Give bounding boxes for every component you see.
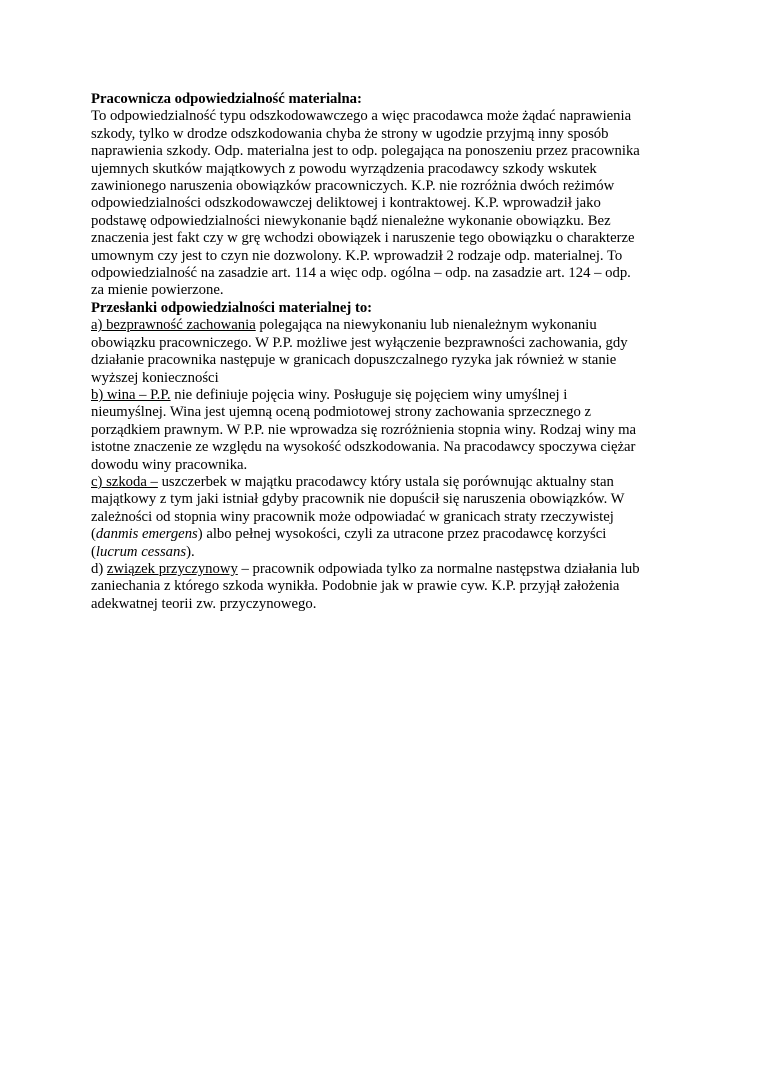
text-line: odpowiedzialności odszkodowawczej deliktowej i kontraktowej. K.P. wprowadził jako (91, 195, 601, 212)
text-span: – pracownik odpowiada tylko za normalne następstwa działania lub (237, 560, 640, 577)
text-line: działanie pracownika następuje w granicach dopuszczalnego ryzyka jak również w stanie (91, 352, 617, 369)
text-span: nie definiuje pojęcia winy. Posługuje się pojęciem winy umyślnej i (170, 386, 568, 403)
text-line: dowodu winy pracownika. (91, 456, 248, 473)
text-line: ujemnych skutków majątkowych z powodu wyrządzenia pracodawcy szkody wskutek (91, 160, 597, 177)
item-c-label: c) szkoda – (91, 473, 158, 490)
text-span: uszczerbek w majątku pracodawcy który ustala się porównując aktualny stan (157, 473, 614, 490)
text-line: umownym czy jest to czyn nie dozwolony. K.P. wprowadził 2 rodzaje odp. materialnej. To (91, 247, 623, 264)
document-page (91, 91, 691, 613)
text-line: odpowiedzialność na zasadzie art. 114 a więc odp. ogólna – odp. na zasadzie art. 124 – odp. (91, 265, 631, 282)
text-line: nieumyślnej. Wina jest ujemną oceną podmiotowej strony zachowania sprzecznego z (91, 404, 591, 421)
latin-term: lucrum cessans (95, 543, 187, 560)
item-b (91, 387, 691, 474)
latin-term: danmis emergens (95, 526, 198, 543)
text-span: d) (91, 560, 107, 577)
item-a-label: a) bezprawność zachowania (91, 317, 256, 334)
text-line: obowiązku pracowniczego. W P.P. możliwe jest wyłączenie bezprawności zachowania, gdy (91, 334, 628, 351)
text-span: ) albo pełnej wysokości, czyli za utracone przez pracodawcę korzyści (197, 526, 607, 543)
text-line: porządkiem prawnym. W P.P. nie wprowadza się rozróżnienia stopnia winy. Rodzaj winy ma (91, 421, 637, 438)
text-line: wyższej konieczności (91, 369, 219, 386)
paragraph-intro (91, 108, 691, 299)
item-a (91, 317, 691, 387)
text-line: znaczenia jest fakt czy w grę wchodzi obowiązek i naruszenie tego obowiązku o charakterze (91, 230, 635, 247)
text-line: zależności od stopnia winy pracownik może odpowiadać w granicach straty rzeczywistej (91, 508, 614, 525)
text-line: To odpowiedzialność typu odszkodowawczego a więc pracodawca może żądać naprawienia (91, 108, 632, 125)
heading-przeslanki: Przesłanki odpowiedzialności materialnej to: (91, 299, 373, 316)
heading-pracownicza: Pracownicza odpowiedzialność materialna: (91, 91, 362, 107)
text-line: za mienie powierzone. (91, 282, 224, 299)
item-d-label: związek przyczynowy (106, 560, 238, 577)
item-c (91, 474, 691, 561)
text-line: adekwatnej teorii zw. przyczynowego. (91, 595, 317, 612)
item-d (91, 561, 691, 613)
text-line: majątkowy z tym jaki istniał gdyby pracownik nie dopuścił się naruszenia obowiązków. W (91, 491, 625, 508)
text-span: polegająca na niewykonaniu lub nienależnym wykonaniu (255, 317, 597, 334)
item-b-label: b) wina – P.P. (91, 386, 171, 403)
text-line: naprawienia szkody. Odp. materialna jest to odp. polegająca na ponoszeniu przez pracownika (91, 143, 640, 160)
text-line: zaniechania z którego szkoda wynikła. Podobnie jak w prawie cyw. K.P. przyjął założenia (91, 578, 620, 595)
text-line: szkody, tylko w drodze odszkodowania chyba że strony w ugodzie przyjmą inny sposób (91, 125, 609, 142)
text-span: ( (91, 526, 96, 543)
text-line: podstawę odpowiedzialności niewykonanie bądź nienależne wykonanie obowiązku. Bez (91, 212, 611, 229)
text-line: istotne znaczenie ze względu na wysokość odszkodowania. Na pracodawcy spoczywa ciężar (91, 439, 636, 456)
text-line: zawinionego naruszenia obowiązków pracowniczych. K.P. nie rozróżnia dwóch reżimów (91, 178, 615, 195)
text-span: ( (91, 543, 96, 560)
text-span: ). (186, 543, 195, 560)
